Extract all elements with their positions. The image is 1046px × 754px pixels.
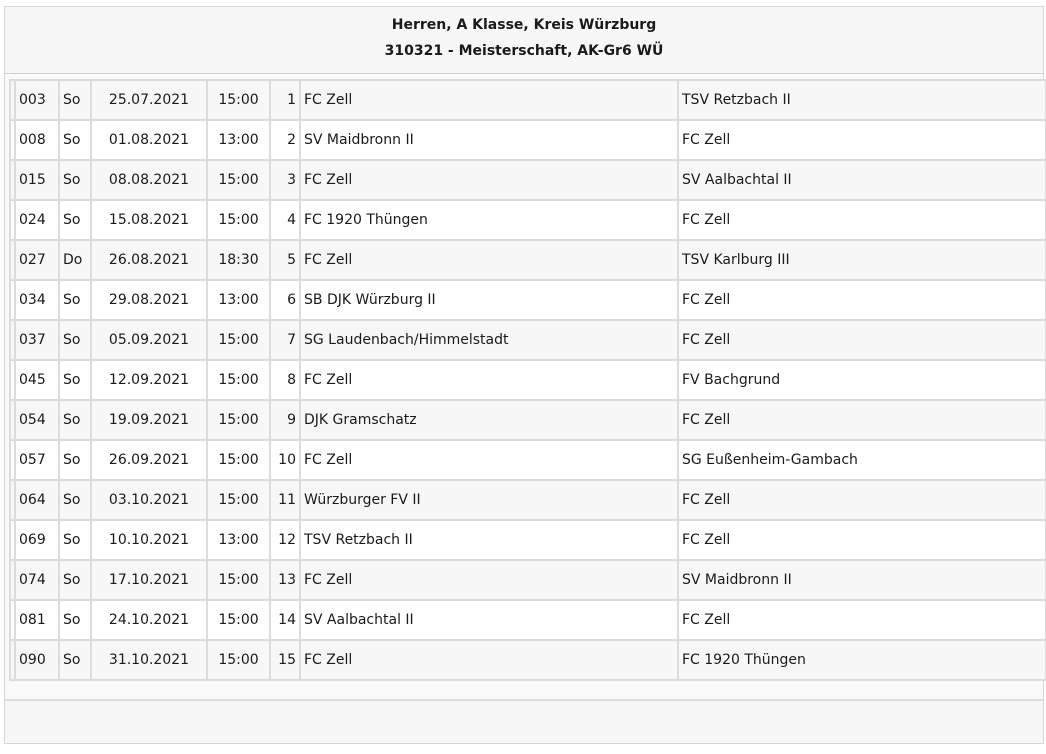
matchday-number: 15 <box>270 640 300 680</box>
home-team: FC Zell <box>300 80 678 120</box>
home-team: DJK Gramschatz <box>300 400 678 440</box>
away-team: FC Zell <box>678 520 1046 560</box>
match-weekday: So <box>59 80 91 120</box>
match-number: 015 <box>15 160 59 200</box>
away-team: FC Zell <box>678 600 1046 640</box>
home-team: TSV Retzbach II <box>300 520 678 560</box>
away-team: FC Zell <box>678 400 1046 440</box>
home-team: FC 1920 Thüngen <box>300 200 678 240</box>
match-time: 15:00 <box>207 480 270 520</box>
matchday-number: 12 <box>270 520 300 560</box>
away-team: SV Aalbachtal II <box>678 160 1046 200</box>
match-number: 003 <box>15 80 59 120</box>
match-date: 26.08.2021 <box>91 240 207 280</box>
match-date: 17.10.2021 <box>91 560 207 600</box>
match-date: 15.08.2021 <box>91 200 207 240</box>
match-date: 03.10.2021 <box>91 480 207 520</box>
match-weekday: So <box>59 280 91 320</box>
match-number: 090 <box>15 640 59 680</box>
matchday-number: 8 <box>270 360 300 400</box>
home-team: Würzburger FV II <box>300 480 678 520</box>
match-number: 064 <box>15 480 59 520</box>
match-time: 15:00 <box>207 160 270 200</box>
away-team: TSV Karlburg III <box>678 240 1046 280</box>
match-weekday: So <box>59 600 91 640</box>
home-team: FC Zell <box>300 640 678 680</box>
match-weekday: Do <box>59 240 91 280</box>
matchday-number: 14 <box>270 600 300 640</box>
match-weekday: So <box>59 320 91 360</box>
match-date: 29.08.2021 <box>91 280 207 320</box>
matchday-number: 13 <box>270 560 300 600</box>
match-time: 15:00 <box>207 200 270 240</box>
matchday-number: 9 <box>270 400 300 440</box>
league-title: Herren, A Klasse, Kreis Würzburg <box>391 17 657 33</box>
match-weekday: So <box>59 200 91 240</box>
away-team: FC 1920 Thüngen <box>678 640 1046 680</box>
match-number: 008 <box>15 120 59 160</box>
table-row <box>10 560 1046 600</box>
matchday-number: 3 <box>270 160 300 200</box>
match-weekday: So <box>59 520 91 560</box>
match-weekday: So <box>59 120 91 160</box>
matchday-number: 11 <box>270 480 300 520</box>
match-time: 15:00 <box>207 560 270 600</box>
match-time: 13:00 <box>207 520 270 560</box>
match-time: 15:00 <box>207 400 270 440</box>
matchday-number: 7 <box>270 320 300 360</box>
away-team: SV Maidbronn II <box>678 560 1046 600</box>
table-row <box>10 120 1046 160</box>
away-team: FV Bachgrund <box>678 360 1046 400</box>
table-row <box>10 280 1046 320</box>
match-number: 074 <box>15 560 59 600</box>
match-number: 069 <box>15 520 59 560</box>
match-date: 08.08.2021 <box>91 160 207 200</box>
away-team: SG Eußenheim-Gambach <box>678 440 1046 480</box>
matchday-number: 5 <box>270 240 300 280</box>
match-number: 027 <box>15 240 59 280</box>
away-team: FC Zell <box>678 480 1046 520</box>
match-weekday: So <box>59 640 91 680</box>
table-row <box>10 600 1046 640</box>
matchday-number: 4 <box>270 200 300 240</box>
home-team: FC Zell <box>300 240 678 280</box>
table-row <box>10 160 1046 200</box>
match-time: 15:00 <box>207 440 270 480</box>
home-team: FC Zell <box>300 560 678 600</box>
match-table <box>9 79 1046 681</box>
home-team: FC Zell <box>300 440 678 480</box>
home-team: FC Zell <box>300 360 678 400</box>
match-number: 037 <box>15 320 59 360</box>
match-date: 31.10.2021 <box>91 640 207 680</box>
matchday-number: 2 <box>270 120 300 160</box>
match-number: 057 <box>15 440 59 480</box>
match-date: 10.10.2021 <box>91 520 207 560</box>
match-time: 15:00 <box>207 320 270 360</box>
match-number: 054 <box>15 400 59 440</box>
match-number: 024 <box>15 200 59 240</box>
away-team: FC Zell <box>678 120 1046 160</box>
match-time: 18:30 <box>207 240 270 280</box>
match-time: 15:00 <box>207 600 270 640</box>
table-row <box>10 640 1046 680</box>
table-row <box>10 320 1046 360</box>
match-weekday: So <box>59 400 91 440</box>
home-team: FC Zell <box>300 160 678 200</box>
away-team: FC Zell <box>678 320 1046 360</box>
match-weekday: So <box>59 360 91 400</box>
table-row <box>10 440 1046 480</box>
match-date: 12.09.2021 <box>91 360 207 400</box>
matchday-number: 1 <box>270 80 300 120</box>
schedule-panel <box>4 6 1044 744</box>
home-team: SG Laudenbach/Himmelstadt <box>300 320 678 360</box>
schedule-header <box>5 7 1043 74</box>
match-number: 034 <box>15 280 59 320</box>
table-row <box>10 80 1046 120</box>
home-team: SB DJK Würzburg II <box>300 280 678 320</box>
match-date: 01.08.2021 <box>91 120 207 160</box>
match-weekday: So <box>59 560 91 600</box>
match-weekday: So <box>59 160 91 200</box>
match-weekday: So <box>59 480 91 520</box>
table-row <box>10 480 1046 520</box>
table-row <box>10 240 1046 280</box>
table-row <box>10 360 1046 400</box>
match-number: 081 <box>15 600 59 640</box>
match-date: 26.09.2021 <box>91 440 207 480</box>
away-team: TSV Retzbach II <box>678 80 1046 120</box>
away-team: FC Zell <box>678 280 1046 320</box>
home-team: SV Maidbronn II <box>300 120 678 160</box>
table-footer <box>5 699 1043 743</box>
matchday-number: 10 <box>270 440 300 480</box>
matchday-number: 6 <box>270 280 300 320</box>
match-time: 13:00 <box>207 280 270 320</box>
home-team: SV Aalbachtal II <box>300 600 678 640</box>
match-number: 045 <box>15 360 59 400</box>
match-date: 25.07.2021 <box>91 80 207 120</box>
match-date: 05.09.2021 <box>91 320 207 360</box>
match-date: 19.09.2021 <box>91 400 207 440</box>
match-time: 13:00 <box>207 120 270 160</box>
competition-subtitle: 310321 - Meisterschaft, AK-Gr6 WÜ <box>384 43 664 59</box>
match-time: 15:00 <box>207 80 270 120</box>
match-date: 24.10.2021 <box>91 600 207 640</box>
match-weekday: So <box>59 440 91 480</box>
match-time: 15:00 <box>207 360 270 400</box>
away-team: FC Zell <box>678 200 1046 240</box>
table-row <box>10 200 1046 240</box>
table-row <box>10 400 1046 440</box>
match-time: 15:00 <box>207 640 270 680</box>
table-row <box>10 520 1046 560</box>
